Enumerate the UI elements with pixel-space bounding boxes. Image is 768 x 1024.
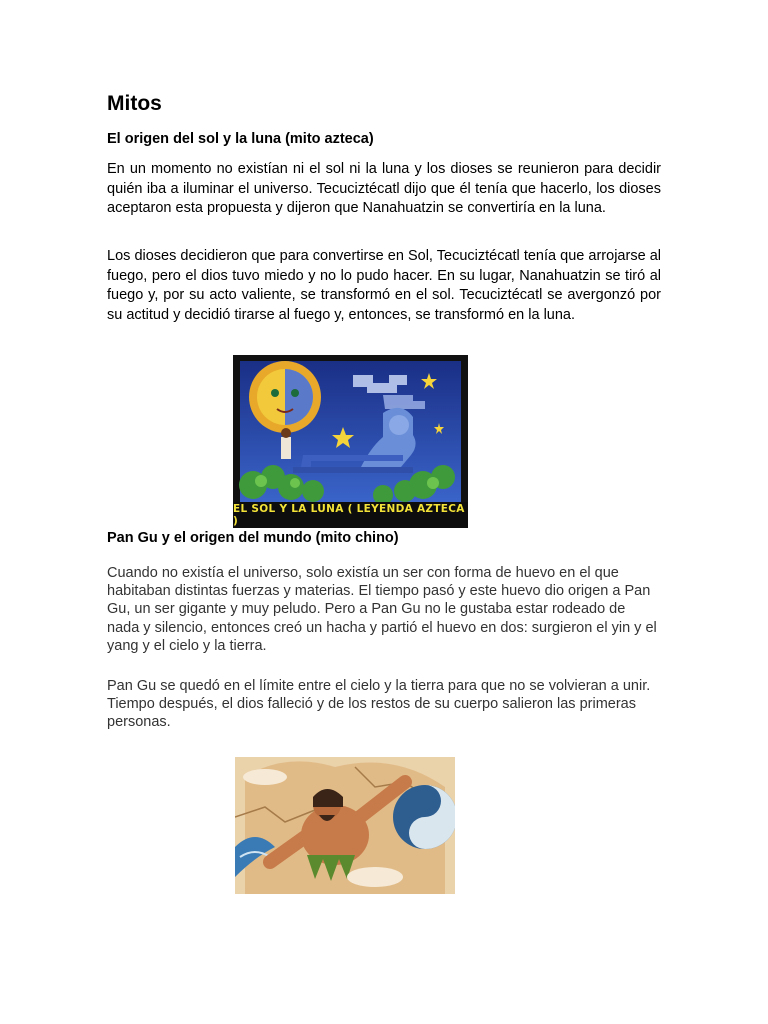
pan-gu-image bbox=[235, 757, 455, 894]
image-caption-bar bbox=[233, 502, 468, 528]
image-caption: EL SOL Y LA LUNA ( LEYENDA AZTECA ) bbox=[233, 503, 465, 527]
paragraph-sun-moon-2: Los dioses decidieron que para convertirse en Sol, Tecuciztécatl tenía que arrojarse al fuego, pero el dios tuvo miedo y no lo pudo hacer. En su lugar, Nanahuatzin se tiró al fuego y, por su acto valiente, se transformó en el sol. Tecuciztécatl se avergonzó por su actitud y decidió tirarse al fuego y, entonces, se transformó en la luna. bbox=[107, 248, 661, 323]
page-title: Mitos bbox=[107, 92, 162, 115]
pan-gu-illustration bbox=[235, 757, 455, 894]
section-heading-sun-moon: El origen del sol y la luna (mito azteca) bbox=[107, 131, 374, 147]
sun-moon-illustration bbox=[233, 355, 468, 502]
paragraph-sun-moon-1: En un momento no existían ni el sol ni la luna y los dioses se reunieron para decidir quién iba a iluminar el universo. Tecuciztécatl dijo que él tenía que hacerlo, los dioses aceptaron esta propuesta y dijeron que Nanahuatzin se convertiría en la luna. bbox=[107, 161, 661, 216]
paragraph-pan-gu-2: Pan Gu se quedó en el límite entre el cielo y la tierra para que no se volvieran a unir. Tiempo después, el dios falleció y de los restos de su cuerpo salieron las primeras personas. bbox=[107, 678, 651, 731]
section-heading-pan-gu: Pan Gu y el origen del mundo (mito chino) bbox=[107, 530, 399, 546]
paragraph-pan-gu-1: Cuando no existía el universo, solo existía un ser con forma de huevo en el que habitaban distintas fuerzas y materias. El tiempo pasó y este huevo dio origen a Pan Gu, un ser gigante y muy peludo. Pero a Pan Gu no le gustaba estar rodeado de nada y silencio, entonces creó un hacha y partió el huevo en dos: surgieron el yin y el yang y el cielo y la tierra. bbox=[107, 565, 657, 654]
aztec-sun-moon-image bbox=[233, 355, 468, 528]
